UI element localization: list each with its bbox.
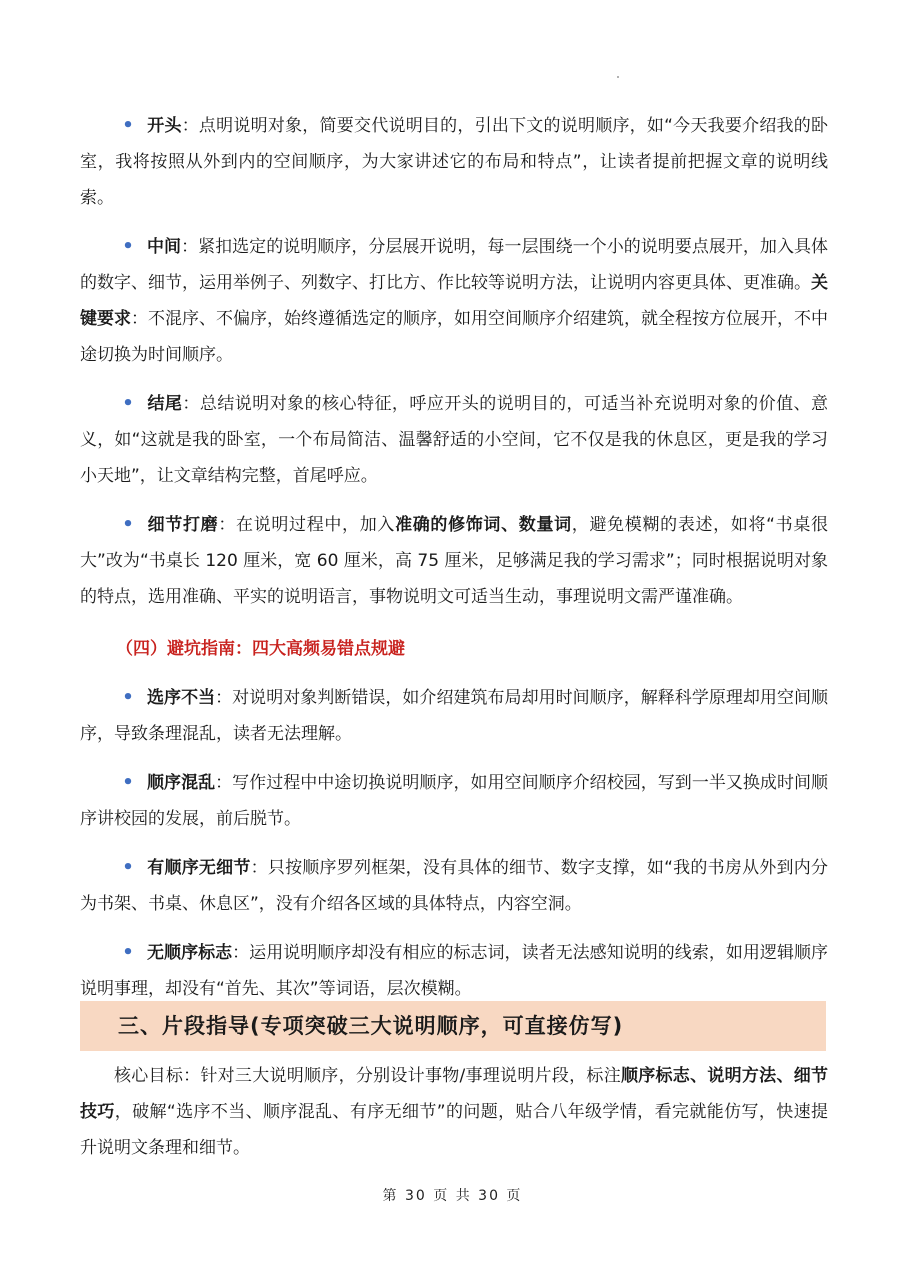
bullet-label: 开头 — [147, 116, 182, 136]
bullet-dot-icon: • — [122, 115, 134, 136]
bullet-dot-icon: • — [122, 236, 134, 257]
banner-title: 三、片段指导(专项突破三大说明顺序，可直接仿写) — [118, 1014, 624, 1038]
bullet-detail-polish — [80, 507, 828, 615]
bullet-text: ：点明说明对象，简要交代说明目的，引出下文的说明顺序，如“今天我要介绍我的卧室，我将按照从外到内的空间顺序，为大家讲述它的布局和特点”，让读者提前把握文章的说明线索。 — [80, 116, 829, 208]
bullet-text: ：在说明过程中，加入 — [218, 515, 396, 535]
bullet-label: 结尾 — [147, 394, 183, 414]
bullet-text: ：写作过程中中途切换说明顺序，如用空间顺序介绍校园，写到一半又换成时间顺序讲校园的发展，前后脱节。 — [80, 773, 828, 829]
bullet-dot-icon: • — [122, 857, 134, 878]
core-goal-paragraph — [80, 1058, 828, 1166]
bullet-text: ：对说明对象判断错误，如介绍建筑布局却用时间顺序，解释科学原理却用空间顺序，导致条理混乱，读者无法理解。 — [80, 688, 828, 744]
goal-text: ，破解“选序不当、顺序混乱、有序无细节”的问题，贴合八年级学情，看完就能仿写，快速提升说明文条理和细节。 — [80, 1102, 828, 1158]
bullet-pitfall-3 — [80, 850, 828, 922]
bullet-bold-key: 准确的修饰词、数量词 — [395, 515, 572, 535]
bullet-ending — [80, 386, 828, 494]
bullet-middle — [80, 229, 828, 373]
bullet-bold-key: 关键要求 — [80, 273, 828, 329]
goal-bold: 顺序标志、说明方法、细节技巧 — [80, 1066, 829, 1122]
bullet-label: 有顺序无细节 — [147, 858, 251, 878]
bullet-dot-icon: • — [122, 687, 134, 708]
bullet-text: ：紧扣选定的说明顺序，分层展开说明，每一层围绕一个小的说明要点展开，加入具体的数字、细节，运用举例子、列数字、打比方、作比较等说明方法，让说明内容更具体、更准确。 — [80, 237, 829, 293]
bullet-pitfall-2 — [80, 765, 828, 837]
bullet-text: ：总结说明对象的核心特征，呼应开头的说明目的，可适当补充说明对象的价值、意义，如“这就是我的卧室，一个布局简洁、温馨舒适的小空间，它不仅是我的休息区，更是我的学习小天地”，让文章结构完整，首尾呼应。 — [80, 394, 829, 486]
bullet-dot-icon: • — [122, 942, 134, 963]
bullet-opening — [80, 108, 828, 216]
main-content — [80, 108, 828, 1020]
scan-dot — [617, 76, 619, 78]
bullet-pitfall-4 — [80, 935, 828, 1007]
bullet-text: ：运用说明顺序却没有相应的标志词，读者无法感知说明的线索，如用逻辑顺序说明事理，却没有“首先、其次”等词语，层次模糊。 — [80, 943, 829, 999]
page-footer: 第 30 页 共 30 页 — [382, 1188, 523, 1204]
section-banner — [80, 1001, 826, 1051]
bullet-dot-icon: • — [122, 772, 134, 793]
bullet-dot-icon: • — [122, 393, 134, 414]
bullet-text: ，避免模糊的表述，如将“书桌很大”改为“书桌长 120 厘米，宽 60 厘米，高 75 厘米，足够满足我的学习需求”；同时根据说明对象的特点，选用准确、平实的说明语言，事物说明文可适当生动，事理说明文需严谨准确。 — [80, 515, 829, 607]
section-heading-pitfalls: （四）避坑指南：四大高频易错点规避 — [116, 639, 405, 659]
bullet-label: 选序不当 — [147, 688, 216, 708]
core-goal — [80, 1058, 828, 1166]
bullet-dot-icon: • — [122, 514, 134, 535]
goal-text: 核心目标：针对三大说明顺序，分别设计事物/事理说明片段，标注 — [114, 1066, 621, 1086]
bullet-label: 顺序混乱 — [147, 773, 216, 793]
bullet-label: 无顺序标志 — [147, 943, 233, 963]
bullet-text: ：只按顺序罗列框架，没有具体的细节、数字支撑，如“我的书房从外到内分为书架、书桌、休息区”，没有介绍各区域的具体特点，内容空洞。 — [80, 858, 828, 914]
bullet-label: 中间 — [147, 237, 182, 257]
bullet-label: 细节打磨 — [147, 515, 219, 535]
bullet-pitfall-1 — [80, 680, 828, 752]
bullet-text: ：不混序、不偏序，始终遵循选定的顺序，如用空间顺序介绍建筑，就全程按方位展开，不中途切换为时间顺序。 — [80, 309, 828, 365]
